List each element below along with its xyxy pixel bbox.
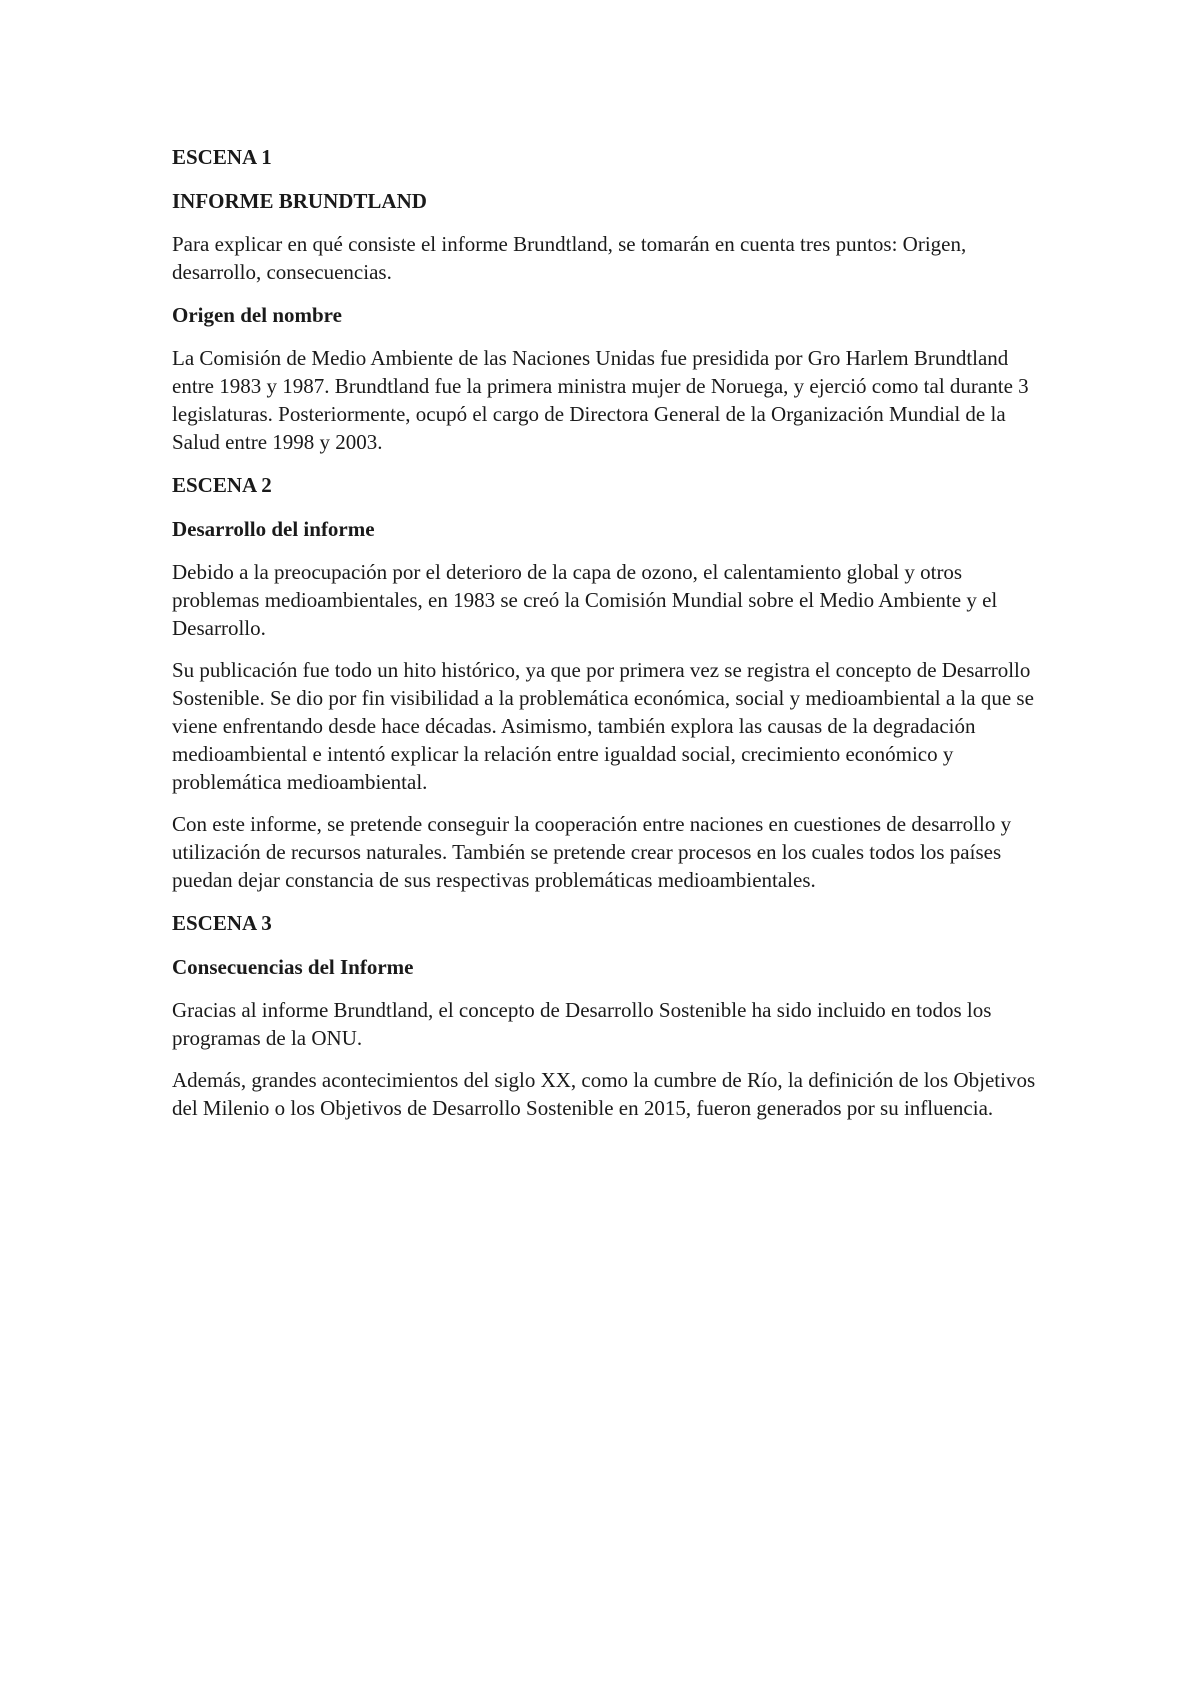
document-title: INFORME BRUNDTLAND <box>172 189 427 213</box>
origin-paragraph: La Comisión de Medio Ambiente de las Naciones Unidas fue presidida por Gro Harlem Brundtland entre 1983 y 1987. Brundtland fue la primera ministra mujer de Noruega, y ejerció como tal durante 3 legislaturas. Posteriormente, ocupó el cargo de Directora General de la Organización Mundial de la Salud entre 1998 y 2003. <box>172 346 1029 454</box>
consequences-heading: Consecuencias del Informe <box>172 955 414 979</box>
consequences-paragraph-2: Además, grandes acontecimientos del siglo XX, como la cumbre de Río, la definición de los Objetivos del Milenio o los Objetivos de Desarrollo Sostenible en 2015, fueron generados por su influencia. <box>172 1068 1036 1120</box>
scene-2-label: ESCENA 2 <box>172 473 272 497</box>
development-paragraph-1: Debido a la preocupación por el deterioro de la capa de ozono, el calentamiento global y otros problemas medioambientales, en 1983 se creó la Comisión Mundial sobre el Medio Ambiente y el Desarrollo. <box>172 560 998 640</box>
origin-heading: Origen del nombre <box>172 303 342 327</box>
development-paragraph-3: Con este informe, se pretende conseguir la cooperación entre naciones en cuestiones de desarrollo y utilización de recursos naturales. También se pretende crear procesos en los cuales todos los países puedan dejar constancia de sus respectivas problemáticas medioambientales. <box>172 812 1012 892</box>
consequences-paragraph-1: Gracias al informe Brundtland, el concepto de Desarrollo Sostenible ha sido incluido en todos los programas de la ONU. <box>172 998 992 1050</box>
scene-3-label: ESCENA 3 <box>172 911 272 935</box>
document-body <box>172 142 1052 1136</box>
development-paragraph-2: Su publicación fue todo un hito histórico, ya que por primera vez se registra el concepto de Desarrollo Sostenible. Se dio por fin visibilidad a la problemática económica, social y medioambiental a la que se viene enfrentando desde hace décadas. Asimismo, también explora las causas de la degradación medioambiental e intentó explicar la relación entre igualdad social, crecimiento económico y problemática medioambiental. <box>172 658 1034 794</box>
intro-paragraph: Para explicar en qué consiste el informe Brundtland, se tomarán en cuenta tres puntos: Origen, desarrollo, consecuencias. <box>172 232 967 284</box>
scene-1-label: ESCENA 1 <box>172 145 272 169</box>
development-heading: Desarrollo del informe <box>172 517 375 541</box>
